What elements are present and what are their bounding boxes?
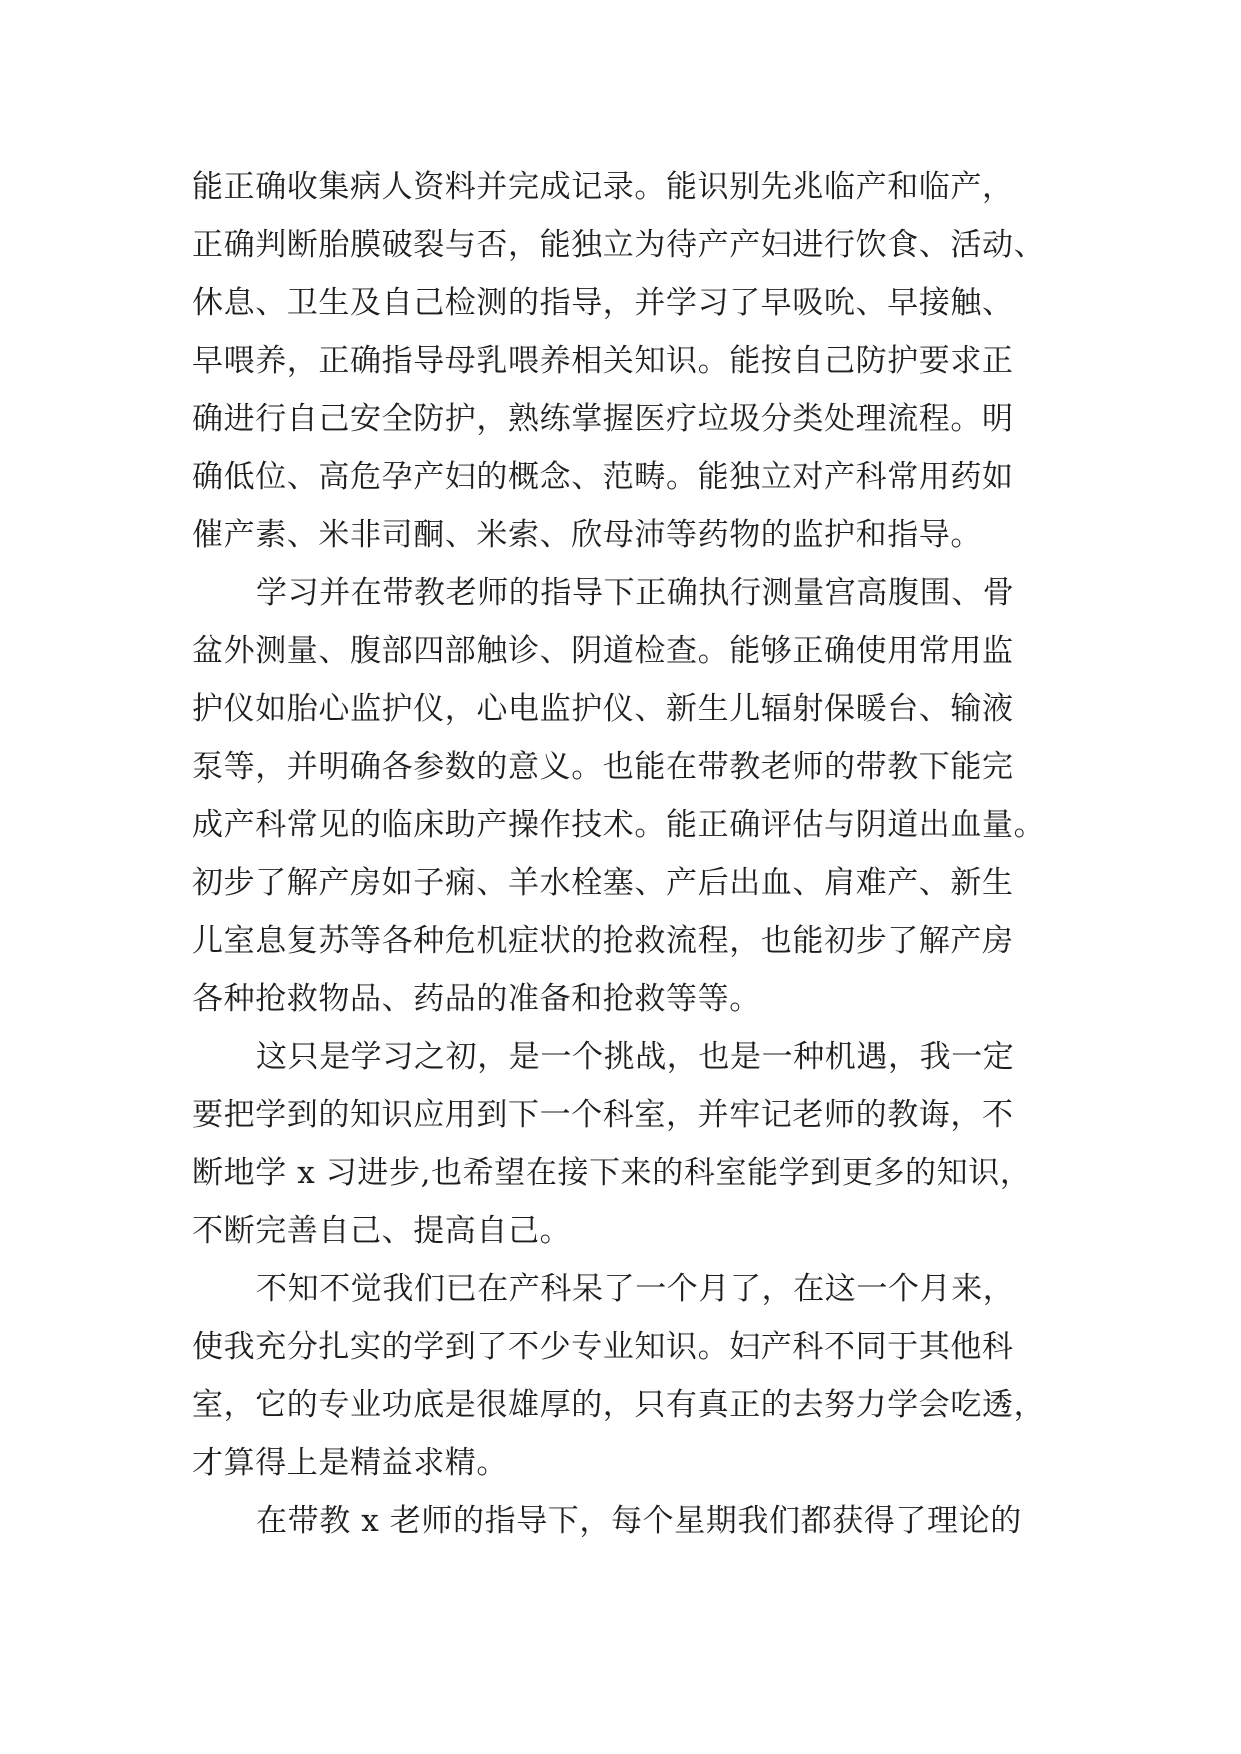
text-line: 不知不觉我们已在产科呆了一个月了，在这一个月来， xyxy=(256,1271,1015,1307)
text-line: 断地学 x 习进步,也希望在接下来的科室能学到更多的知识， xyxy=(192,1155,1032,1191)
text-line: 初步了解产房如子痫、羊水栓塞、产后出血、肩难产、新生 xyxy=(192,865,1014,901)
text-line: 学习并在带教老师的指导下正确执行测量宫高腹围、骨 xyxy=(256,575,1015,611)
text-line: 能正确收集病人资料并完成记录。能识别先兆临产和临产， xyxy=(192,169,1014,205)
text-line: 这只是学习之初，是一个挑战，也是一种机遇，我一定 xyxy=(256,1039,1015,1075)
paragraph xyxy=(192,1260,1067,1492)
text-line: 催产素、米非司酮、米索、欣母沛等药物的监护和指导。 xyxy=(192,517,982,553)
text-line: 要把学到的知识应用到下一个科室，并牢记老师的教诲，不 xyxy=(192,1097,1014,1133)
paragraph xyxy=(192,1028,1067,1260)
paragraph xyxy=(192,158,1067,564)
document-body xyxy=(192,158,1067,1550)
text-line: 休息、卫生及自己检测的指导，并学习了早吸吮、早接触、 xyxy=(192,285,1014,321)
paragraph xyxy=(192,1492,1067,1550)
text-line: 护仪如胎心监护仪，心电监护仪、新生儿辐射保暖台、输液 xyxy=(192,691,1014,727)
text-line: 才算得上是精益求精。 xyxy=(192,1445,508,1481)
text-line: 早喂养，正确指导母乳喂养相关知识。能按自己防护要求正 xyxy=(192,343,1014,379)
text-line: 各种抢救物品、药品的准备和抢救等等。 xyxy=(192,981,761,1017)
text-line: 正确判断胎膜破裂与否，能独立为待产产妇进行饮食、活动、 xyxy=(192,227,1046,263)
text-line: 儿室息复苏等各种危机症状的抢救流程，也能初步了解产房 xyxy=(192,923,1014,959)
text-line: 室，它的专业功底是很雄厚的，只有真正的去努力学会吃透， xyxy=(192,1387,1046,1423)
paragraph xyxy=(192,564,1067,1028)
text-line: 确进行自己安全防护，熟练掌握医疗垃圾分类处理流程。明 xyxy=(192,401,1014,437)
text-line: 确低位、高危孕产妇的概念、范畴。能独立对产科常用药如 xyxy=(192,459,1014,495)
text-line: 盆外测量、腹部四部触诊、阴道检查。能够正确使用常用监 xyxy=(192,633,1014,669)
text-line: 在带教 x 老师的指导下，每个星期我们都获得了理论的 xyxy=(256,1503,1022,1539)
text-line: 泵等，并明确各参数的意义。也能在带教老师的带教下能完 xyxy=(192,749,1014,785)
text-line: 成产科常见的临床助产操作技术。能正确评估与阴道出血量。 xyxy=(192,807,1046,843)
text-line: 不断完善自己、提高自己。 xyxy=(192,1213,572,1249)
text-line: 使我充分扎实的学到了不少专业知识。妇产科不同于其他科 xyxy=(192,1329,1014,1365)
